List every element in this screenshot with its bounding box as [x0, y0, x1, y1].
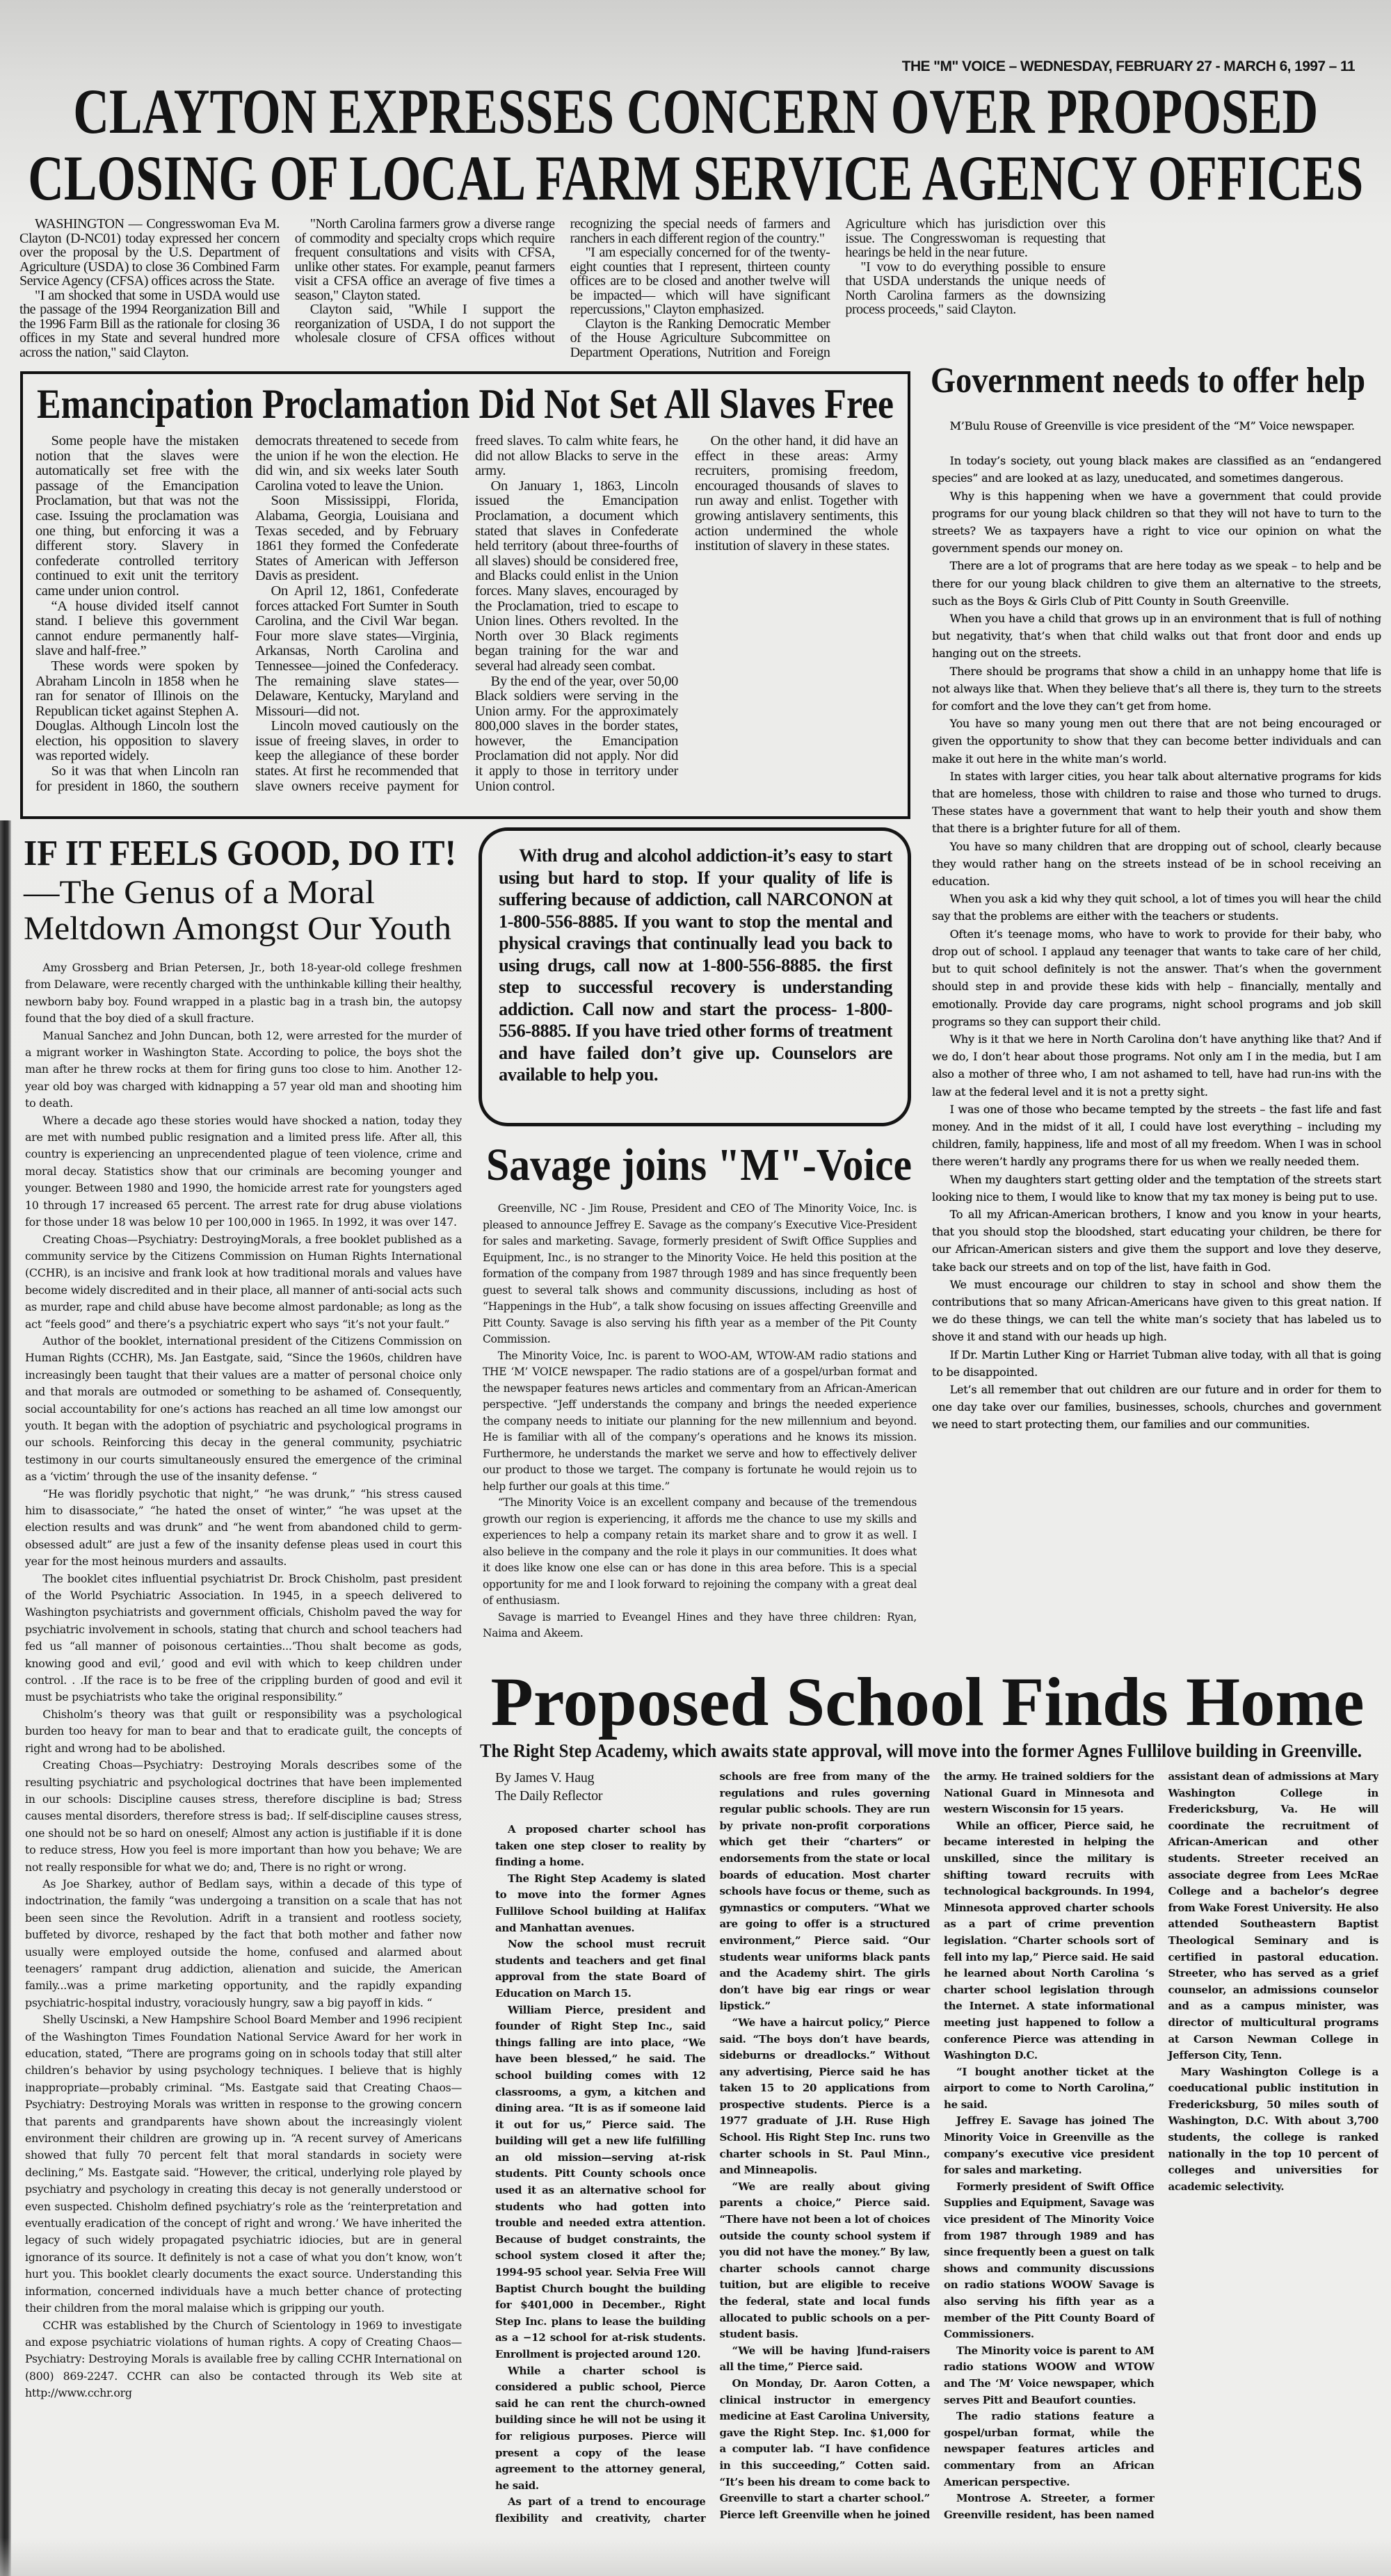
paragraph: Creating Choas—Psychiatry: DestroyingMorals, a free booklet published as a community service by the Citizens Commission on Human Rights International (CCHR), is an incisive and frank look at how traditional morals and values have become widely discredited and in their place, all manner of anti-social acts such as murder, rape and child abuse have become almost pardonable; as long as the act “feels good” and there’s a psychiatric expert who says “it’s not your fault.” — [25, 1232, 462, 1331]
emancipation-article-box — [20, 371, 910, 819]
paragraph: "North Carolina farmers grow a diverse range of commodity and specialty crops which require frequent consultations and visits with CFSA, unlike other states. For example, peanut farmers visit a CFSA office an average of five times a season," Clayton stated. — [294, 217, 555, 303]
paragraph: “We will be having ]fund-raisers all the time,” Pierce said. — [719, 2344, 930, 2374]
paragraph: “He was floridly psychotic that night,” “he was drunk,” “his stress caused him to disassociate,” “he hated the onset of winter,” “he was upset at the election results and was drunk” and “he went from abandoned child to germ-obsessed adult” are just a few of the insanity defense pleas used in court this year for the most heinous murders and assaults. — [25, 1487, 462, 1569]
paragraph: Some people have the mistaken notion that the slaves were automatically set free with the passage of the Emancipation Proclamation, but that was not the case. Issuing the proclamation was one thing, but enforcing it was a different story. Slavery in confederate controlled territory continued to exit unit the territory came under union control. — [35, 434, 239, 599]
paragraph: So it was that when Lincoln ran for president in 1860, the southern democrats threatened to secede from the union if he won the election. He did win, and six weeks later South Carolina voted to leave the Union. — [35, 434, 458, 794]
paragraph: Montrose A. Streeter, a former Greenville resident, has been named assistant dean of admissions at Mary Washington College in Fredericksburg, Va. He will coordinate the recruitment of African-American and other students. Streeter received an associate degree from Lees McRae College and a bachelor’s degree from Wake Forest University. He also attended Southeastern Baptist Theological Seminary and is certified in pastoral education. Streeter, who has served as a grief counselor, an admissions counselor and as a campus minister, was director of multicultural programs at Carson Newman College in Jefferson City, Tenn. — [944, 1770, 1378, 2521]
paragraph: “We are really about giving parents a choice,” Pierce said. “There have not been a lot of choices outside the county school system if you did not have the money.” By law, charter schools cannot charge tuition, but are eligible to receive the federal, state and local funds allocated to public schools on a per-student basis. — [719, 2180, 930, 2341]
paragraph: To all my African-American brothers, I know and you know in your hearts, that you should stop the bloodshed, start educating your children, be there for our African-American sisters and give them the support and love they deserve, take back our streets and on top of the list, have faith in God. — [932, 1207, 1381, 1274]
paragraph: The radio stations feature a gospel/urban format, while the newspaper features articles and commentary from an African American perspective. — [944, 2410, 1155, 2488]
emancipation-headline — [37, 382, 894, 426]
paragraph: The Right Step Academy is slated to move into the former Agnes Fullilove School building at Halifax and Manhattan avenues. — [495, 1872, 706, 1934]
paragraph: When you have a child that grows up in an environment that is full of nothing but negativity, that’s when that child walks out that front door and ends up hanging out on the streets. — [932, 612, 1381, 661]
paragraph: Mary Washington College is a coeducational public institution in Fredericksburg, 50 miles south of Washington, D.C. With about 3,700 students, the college is ranked nationally in the top 10 percent of colleges and universities for academic selectivity. — [1168, 2065, 1378, 2193]
headline-text: IF IT FEELS GOOD, DO IT! — [24, 834, 456, 873]
byline-author: By James V. Haug — [495, 1770, 595, 1785]
clayton-article-body — [19, 217, 1381, 360]
paragraph: M’Bulu Rouse of Greenville is vice president of the “M” Voice newspaper. — [949, 419, 1355, 432]
paragraph: As part of a trend to encourage flexibility and creativity, charter schools are free from many of the regulations and rules governing regular public schools. They are run by private non-profit corporations which get their “charters” or endorsements from the state or local boards of education. Most charter schools have focus or theme, such as gymnastics or computers. “What we are going to offer is a structured environment,” Pierce said. “Our students wear uniforms black pants and the Academy shirt. The girls don’t have big ear rings or wear lipstick.” — [495, 1770, 930, 2525]
clayton-headline — [28, 78, 1363, 211]
paragraph: “We have a haircut policy,” Pierce said. “The boys don’t have beards, sideburns or dreadlocks.” Without any advertising, Pierce said he has taken 15 to 20 applications from prospective students. Pierce is a 1977 graduate of J.H. Ruse High School. His Right Step Inc. runs two charter schools in St. Paul Minn., and Minneapolis. — [719, 2016, 930, 2177]
subheadline-line — [24, 875, 375, 911]
paragraph: Where a decade ago these stories would have shocked a nation, today they are met with numbed public resignation and a limited press life. After all, this country is experiencing an unprecendented plague of teen violence, crime and moral decay. Statistics show that our criminals are becoming younger and younger. Between 1980 and 1990, the homicide arrest rate for youngsters aged 10 through 17 increased 65 percent. The arrest rate for drug abuse violations for those under 18 was below 10 per 100,000 in 1965. In 1992, it was over 147. — [25, 1113, 462, 1229]
paragraph: In states with larger cities, you hear talk about alternative programs for kids that are homeless, those with children to raise and those who turned to drugs. These states have a government that want to help their youth and show them that there is a brighter future for all of them. — [932, 769, 1381, 836]
advertisement-text: With drug and alcohol addiction-it’s easy to start using but hard to stop. If your quality of life is suffering because of addiction, call NARCONON at 1-800-556-8885. If you want to stop the mental and physical cravings that continually lead you back to using drugs, call now at 1-800-556-8885. the first step to successful recovery is understanding addiction. Call now and start the process- 1-800-556-8885. If you have tried other forms of treatment and have failed don’t give up. Counselors are available to help you. — [499, 845, 892, 1085]
headline-text: CLAYTON EXPRESSES CONCERN OVER PROPOSED — [73, 76, 1319, 147]
paragraph: Clayton is the Ranking Democratic Member of the House Agriculture Subcommittee on Department Operations, Nutrition and Foreign Agriculture which has jurisdiction over this issue. The Congresswoman is requesting that hearings be held in the near future. — [570, 217, 1106, 360]
paragraph: The Minority voice is parent to AM radio stations WOOW and WTOW and The ‘M’ Voice newspaper, which serves Pitt and Beaufort counties. — [944, 2344, 1155, 2406]
paragraph: Chisholm’s theory was that guilt or responsibility was a psychological burden too heavy for man to bear and that to eradicate guilt, the concepts of right and wrong had to be abolished. — [25, 1707, 462, 1755]
paragraph: CCHR was established by the Church of Scientology in 1969 to investigate and expose psychiatric violations of human rights. A copy of Creating Chaos—Psychiatry: Destroying Morals is available free by calling CCHR International on (800) 869-2247. CCHR can also be contacted through its Web site at http://www.cchr.org — [25, 2318, 462, 2400]
paragraph: The Minority Voice, Inc. is parent to WOO-AM, WTOW-AM radio stations and THE ‘M’ VOICE newspaper. The radio stations are of a gospel/urban format and the newspaper features news articles and commentary from an African-American perspective. “Jeff understands the company and brings the needed experience the company needs to initiate our planning for the new millennium and beyond. He is familiar with all of the company’s operations and he knows its mission. Furthermore, he understands the market we serve and how to effectively deliver our product to those we target. The company is fortunate he would rejoin us to help further our goals at this time.” — [483, 1349, 917, 1493]
paragraph: While a charter school is considered a public school, Pierce said he can rent the church-owned building since he will not be using it for religious purposes. Pierce will present a copy of the lease agreement to the attorney general, he said. — [495, 2364, 706, 2492]
page-edge-shadow — [0, 820, 11, 2576]
paragraph: On January 1, 1863, Lincoln issued the Emancipation Proclamation, a document which stated that slaves in Confederate held territory (about three-fourths of all slaves) should be considered free, and Blacks could enlist in the Union forces. Many slaves, encouraged by the Proclamation, tried to escape to Union lines. Others revolted. In the North over 30 Black regiments began training for the war and several had already seen combat. — [475, 478, 678, 674]
subheadline-line — [24, 911, 451, 947]
page-date-line: THE "M" VOICE – WEDNESDAY, FEBRUARY 27 - MARCH 6, 1997 – 11 — [901, 58, 1355, 74]
paragraph: WASHINGTON — Congresswoman Eva M. Clayton (D-NC01) today expressed her concern over the proposal by the U.S. Department of Agriculture (USDA) to close 36 Combined Farm Service Agency (CFSA) offices across the State. — [19, 217, 280, 289]
paragraph: Why is it that we here in North Carolina don’t have anything like that? And if we do, I don’t hear about those programs. Not only am I in the media, but I am also a mother of three who, I am not ashamed to tell, have had run-ins with the law at the federal level and it is not a pretty sight. — [932, 1032, 1381, 1099]
paragraph: Let’s all remember that out children are our future and in order for them to one day take over our families, businesses, schools, churches and government we need to start protecting them, our families and our communities. — [932, 1382, 1381, 1432]
paragraph: There should be programs that show a child in an unhappy home that life is not always like that. When they believe that’s all there is, they turn to the streets for comfort and the love they can’t get from home. — [932, 664, 1381, 713]
paragraph: Now the school must recruit students and teachers and get final approval from the state Board of Education on March 15. — [495, 1938, 706, 2000]
paragraph: On the other hand, it did have an effect in these areas: Army recruiters, promising freedom, encouraged thousands of slaves to run away and enlist. Together with growing antislavery sentiments, this action undermined the whole institution of slavery in these states. — [695, 434, 898, 554]
paragraph: These words were spoken by Abraham Lincoln in 1858 when he ran for senator of Illinois on the Republican ticket against Stephen A. Douglas. Although Lincoln lost the election, his opposition to slavery was reported widely. — [35, 658, 239, 764]
paragraph: Greenville, NC - Jim Rouse, President and CEO of The Minority Voice, Inc. is pleased to announce Jeffrey E. Savage as the company’s Executive Vice-President for sales and marketing. Savage, formerly president of Swift Office Supplies and Equipment, Inc., is no stranger to the Minority Voice. He held this position at the formation of the company from 1987 through 1989 and has since frequently been guest to several talk shows and community discussions, including as host of “Happenings in the Hub”, a talk show focusing on issues affecting Greenville and Pitt County. Savage is also serving his fifth year as a member of the Pit County Commission. — [483, 1202, 917, 1345]
emancipation-article-body — [35, 434, 898, 806]
paragraph: Manual Sanchez and John Duncan, both 12, were arrested for the murder of a migrant worker in Washington State. According to police, the boys shot the man after he threw rocks at them for firing guns too close to him. Another 12-year old boy was charged with kidnapping a 57 year old man and shooting him to death. — [25, 1028, 462, 1110]
feels-good-headline — [24, 834, 456, 873]
paragraph: If Dr. Martin Luther King or Harriet Tubman alive today, with all that is going to be disappointed. — [932, 1347, 1381, 1379]
paragraph: When my daughters start getting older and the temptation of the streets start looking nice to them, I would like to know that my tax money is being put to use. — [932, 1172, 1381, 1204]
paragraph: Savage is married to Eveangel Hines and they have three children: Ryan, Naima and Akeem. — [483, 1610, 917, 1639]
paragraph: "I am shocked that some in USDA would use the passage of the 1994 Reorganization Bill and the 1996 Farm Bill as the rationale for closing 36 offices in my State and several hundred more across the nation," said Clayton. — [19, 287, 280, 360]
headline-text: Government needs to offer help — [931, 361, 1365, 400]
paragraph: I was one of those who became tempted by the streets – the fast life and fast money. And in the midst of it all, I could have lost everything – including my children, family, happiness, life and most of all my freedom. When I was in school there weren’t hardly any programs there for us when we really needed them. — [932, 1102, 1381, 1169]
feels-good-subheadline — [24, 875, 456, 947]
government-article-body — [932, 417, 1381, 1665]
headline-text: Savage joins "M"-Voice — [486, 1140, 912, 1190]
government-headline — [931, 362, 1365, 400]
paragraph: By the end of the year, over 50,00 Black soldiers were serving in the Union army. For the approximately 800,000 slaves in the border states, however, the Emancipation Proclamation did not apply. Nor did it apply to those in territory under Union control. — [475, 673, 678, 794]
byline-publication: The Daily Reflector — [495, 1788, 603, 1804]
paragraph: Amy Grossberg and Brian Petersen, Jr., both 18-year-old college freshmen from Delaware, were recently charged with the unthinkable killing their healthy, newborn baby boy. Found wrapped in a plastic bag in a trash bin, the autopsy found that the boy died of a skull fracture. — [25, 961, 462, 1026]
paragraph: The booklet cites influential psychiatrist Dr. Brock Chisholm, past president of the World Psychiatric Association. In 1945, in a speech delivered to Washington psychiatrists and government officials, Chisholm paved the way for psychiatric involvement in schools, stating that church and school teachers had fed us “all manner of poisonous certainties...’Thou shalt become as gods, knowing good and evil,’ good and evil with which to keep children under control. . .If the race is to be free of the crippling burden of good and evil it must be psychiatrists who take the original responsibility.” — [25, 1571, 462, 1704]
paragraph: Often it’s teenage moms, who have to work to provide for their baby, who drop out of school. I applaud any teenager that wants to take care of her child, but to quit school definitely is not the answer. That’s when the government should step in and provide these kids with help – financially, mentally and emotionally. Provide day care programs, night school programs and job skill programs so they can support their child. — [932, 927, 1381, 1028]
paragraph: "I am especially concerned for of the twenty-eight counties that I represent, thirteen county offices are to be closed and another twelve will be impacted— which will have significant repercussions," Clayton emphasized. — [570, 245, 830, 317]
school-paragraphs — [495, 1769, 1378, 2536]
paragraph: Lincoln moved cautiously on the issue of freeing slaves, in order to keep the allegiance of these border states. At first he recommended that slave owners receive payment for freed slaves. To calm white fears, he did not allow Blacks to serve in the army. — [255, 434, 678, 794]
paragraph: You have so many young men out there that are not being encouraged or given the opportunity to show that they can become better individuals and can make it out here in the white man’s world. — [932, 717, 1381, 765]
feels-good-article-body — [25, 959, 462, 2568]
paragraph: On April 12, 1861, Confederate forces attacked Fort Sumter in South Carolina, and the Civil War began. Four more slave states—Virginia, Arkansas, North Carolina and Tennessee—joined the Confederacy. The remaining slave states—Delaware, Kentucky, Maryland and Missouri—did not. — [255, 583, 458, 719]
clayton-headline-line-1 — [73, 78, 1318, 145]
subheadline-text: Meltdown Amongst Our Youth — [24, 910, 451, 947]
headline-text: Emancipation Proclamation Did Not Set All Slaves Free — [37, 381, 894, 427]
savage-headline — [486, 1140, 912, 1190]
school-article-body — [495, 1769, 1378, 2536]
paragraph: As Joe Sharkey, author of Bedlam says, within a decade of this type of indoctrination, the family “was undergoing a transition on a scale that has not been seen since the Revolution. Adrift in a transient and rootless society, buffeted by divorce, reshaped by the fact that both mother and father now usually were employed outside the home, confused and alarmed about teenagers’ rampant drug addiction, alienation and suicide, the American family...was a prime marketing opportunity, and the rapidly expanding psychiatric-hospital industry, voraciously hungry, saw a big payoff in kids. “ — [25, 1877, 462, 2009]
paragraph: “A house divided itself cannot stand. I believe this government cannot endure permanently half-slave and half-free.” — [35, 598, 239, 659]
paragraph: You have so many children that are dropping out of school, clearly because they would rather hang on the streets instead of be in school receiving an education. — [932, 839, 1381, 889]
subheadline-text: The Right Step Academy, which awaits state approval, will move into the former Agnes Fullilove building in Greenville. — [480, 1740, 1362, 1761]
paragraph: Creating Choas—Psychiatry: Destroying Morals describes some of the resulting psychiatric and psychological doctrines that have been implemented in our schools: Discipline causes stress, therefore discipline is bad; Stress causes mental disorders, therefore stress is bad;. If self-discipline causes stress, one should not be so hard on oneself; Almost any action is justifiable if it is done to reduce stress, How you feel is more important than how you behave; We are not really responsible for what we do; and, There is no right or wrong. — [25, 1758, 462, 1874]
narconon-advertisement — [479, 827, 911, 1126]
subheadline-text: —The Genus of a Moral — [24, 874, 375, 911]
headline-text: Proposed School Finds Home — [490, 1663, 1365, 1740]
clayton-headline-line-2 — [28, 145, 1363, 211]
paragraph: Formerly president of Swift Office Supplies and Equipment, Savage was vice president of The Minority Voice from 1987 through 1989 and has since frequently been a guest on talk shows and community discussions on radio stations WOOW Savage is also serving his fifth year as a member of the Pitt County Board of Commissioners. — [944, 2180, 1155, 2341]
paragraph: In today’s society, out young black makes are classified as an “endangered species” and are looked at as lazy, uneducated, and sometimes dangerous. — [932, 454, 1381, 485]
paragraph: Shelly Uscinski, a New Hampshire School Board Member and 1996 recipient of the Washington Times Foundation National Service Award for her work in education, stated, “There are programs going on in schools today that still alter children’s behavior by using psychology techniques. I believe that is highly inappropriate—probably criminal. “Ms. Eastgate said that Creating Chaos—Psychiatry: Destroying Morals was written in response to the growing concern that parents and grandparents have shown about the increasingly violent environment their children are growing up in. “A recent survey of Americans showed that fully 70 percent felt that moral standards in society were declining,” Ms. Eastgate said. “However, the critical, underlying role played by psychiatry and psychology in creating this decay is not generally understood or even suspected. Chisholm defined psychiatry’s role as the ‘reinterpretation and eventually eradication of the concept of right and wrong.’ We have inherited the legacy of such widely propagated psychiatric idiocies, but are in general ignorance of its source. It definitely is not a case of what you don’t know, won’t hurt you. This booklet clearly documents the exact source. Understanding this information, concerned individuals have a much better chance of protecting their children from the moral malaise which is gripping our youth. — [25, 2013, 462, 2315]
paragraph: Clayton said, "While I support the reorganization of USDA, I do not support the wholesale closure of CFSA offices without recognizing the special needs of farmers and ranchers in each different region of the country." — [294, 217, 830, 346]
paragraph: We must encourage our children to stay in school and show them the contributions that so many African-Americans have given to this great nation. If we do these things, we can tell the white man’s society that has labeled us to shove it and stand with our heads up high. — [932, 1277, 1381, 1344]
paragraph: There are a lot of programs that are here today as we speak – to help and be there for our young black children to give them an alternative to the streets, such as the Boys & Girls Club of Pitt County in South Greenville. — [932, 559, 1381, 608]
school-headline — [490, 1663, 1365, 1740]
paragraph: “I bought another ticket at the airport to come to North Carolina,” he said. — [944, 2065, 1155, 2111]
paragraph: "I vow to do everything possible to ensure that USDA understands the unique needs of North Carolina farmers as the downsizing process proceeds," said Clayton. — [845, 259, 1106, 317]
paragraph: On Monday, Dr. Aaron Cotten, a clinical instructor in emergency medicine at East Carolina University, gave the Right Step. Inc. $1,000 for a computer lab. “I have confidence in this succeeding,” Cotten said. “It’s been his dream to come back to Greenville to start a charter school.” Pierce left Greenville when he joined the army. He trained soldiers for the National Guard in Minnesota and western Wisconsin for 15 years. — [719, 1770, 1155, 2521]
paragraph: Soon Mississippi, Florida, Alabama, Georgia, Louisiana and Texas seceded, and by February 1861 they formed the Confederate States of American with Jefferson Davis as president. — [255, 493, 458, 584]
paragraph: A proposed charter school has taken one step closer to reality by finding a home. — [495, 1823, 706, 1869]
savage-article-body — [483, 1201, 917, 1667]
paragraph: Author of the booklet, international president of the Citizens Commission on Human Rights (CCHR), Ms. Jan Eastgate, said, “Since the 1960s, children have increasingly been taught that their values are a matter of personal choice only and that morals are outmoded or something to be ashamed of. Consequently, social accountability for one’s actions has reached an all time low amongst our youth. It began with the adoption of psychiatric and psychological programs in our schools. Reinforcing this decay in the general community, psychiatric testimony in our courts simultaneously ensured the emergence of the criminal as a ‘victim’ through the use of the insanity defense. “ — [25, 1334, 462, 1484]
paragraph: When you ask a kid why they quit school, a lot of times you will hear the child say that the problems are either with the teachers or students. — [932, 892, 1381, 923]
school-subheadline — [480, 1740, 1362, 1762]
paragraph: William Pierce, president and founder of Right Step Inc., said things falling are into place, “We have been blessed,” he said. The school building comes with 12 classrooms, a gym, a kitchen and dining area. “It is as if someone laid it out for us,” Pierce said. The building will get a new life fulfilling an old mission—serving at-risk students. Pitt County schools once used it as an alternative school for students who had gotten into trouble and needed extra attention. Because of budget constraints, the school system closed it after the; 1994-95 school year. Selvia Free Will Baptist Church bought the building for $401,000 in December., Right Step Inc. plans to lease the building as a −12 school for at-risk students. Enrollment is projected around 120. — [495, 2003, 706, 2360]
headline-text: CLOSING OF LOCAL FARM SERVICE AGENCY OFFICES — [28, 143, 1364, 213]
paragraph: “The Minority Voice is an excellent company and because of the tremendous growth our region is experiencing, it affords me the chance to use my skills and experiences to help a company retain its market share and to grow it as well. I also believe in the company and the role it plays in our communities. It does what it does like know one else can or has done in this area before. This is a special opportunity for me and I look forward to rejoining the company with a great deal of enthusiasm. — [483, 1496, 917, 1607]
paragraph: Jeffrey E. Savage has joined The Minority Voice in Greenville as the company’s executive vice president for sales and marketing. — [944, 2114, 1155, 2177]
paragraph: Why is this happening when we have a government that could provide programs for our young black children so that they will not have to turn to the streets? We as taxpayers have a right to vice our opinion on what the government spends our money on. — [932, 489, 1381, 556]
paragraph: While an officer, Pierce said, he became interested in helping the unskilled, since the military is shifting toward recruits with technological backgrounds. In 1994, Minnesota approved charter schools as a part of crime prevention legislation. “Charter schools sort of fell into my lap,” Pierce said. He said he learned about North Carolina ‘s charter school legislation through the Internet. A state informational meeting just happened to follow a conference Pierce was attending in Washington D.C. — [944, 1819, 1155, 2062]
